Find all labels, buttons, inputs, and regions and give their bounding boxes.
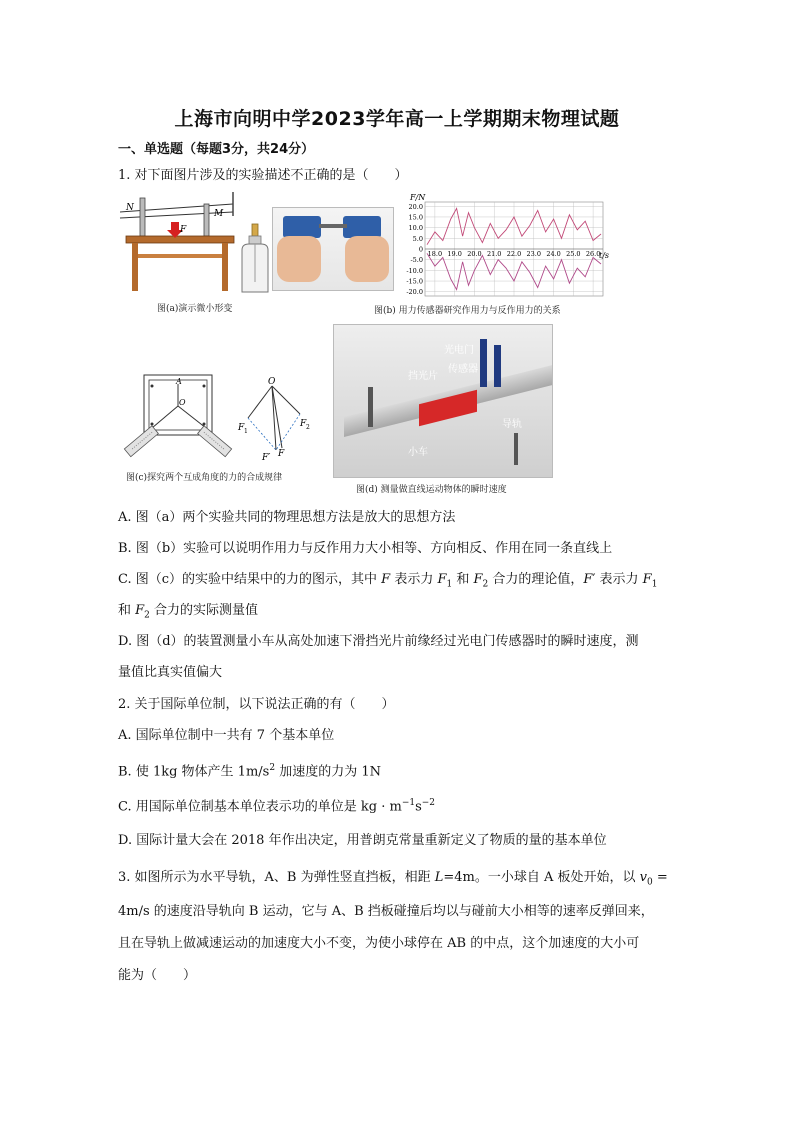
q2-option-b: B. 使 1kg 物体产生 $1m/s^2$ 加速度的力为 1N	[118, 763, 381, 780]
label-sensor: 传感器	[448, 364, 478, 375]
chart-ytick-label: -20.0	[406, 288, 423, 297]
page-title: 上海市向明中学2023学年高一上学期期末物理试题	[174, 108, 620, 130]
label-a: A	[176, 377, 182, 386]
q1-option-d-line1: D. 图（d）的装置测量小车从高处加速下滑挡光片前缘经过光电门传感器时的瞬时速度，测	[118, 634, 639, 649]
chart-xtick-label: 18.0	[427, 250, 443, 258]
label-f2-sub: 2	[306, 424, 310, 431]
chart-xtick-label: 24.0	[546, 250, 561, 258]
label-cart: 小车	[408, 447, 428, 458]
chart-ylabel: F/N	[410, 193, 426, 202]
chart-ytick-label: -5.0	[410, 256, 423, 265]
label-f2: F	[300, 419, 307, 429]
q2-option-d: D. 国际计量大会在 2018 年作出决定，用普朗克常量重新定义了物质的量的基本单位	[118, 833, 607, 848]
figure-a-flask	[238, 222, 273, 297]
chart-xlabel: t/s	[599, 251, 610, 260]
chart-ytick-label: 15.0	[408, 213, 423, 222]
caption-d: 图(d) 测量做直线运动物体的瞬时速度	[356, 485, 507, 495]
chart-xtick-label: 25.0	[566, 250, 581, 258]
chart-ytick-label: -15.0	[406, 277, 423, 286]
chart-xtick-label: 23.0	[526, 250, 542, 258]
q1-option-d-line2: 量值比真实值偏大	[118, 665, 223, 680]
question-3-line3: 且在导轨上做减速运动的加速度大小不变，为使小球停在 AB 的中点，这个加速度的大小可	[118, 936, 640, 951]
q1-option-b: B. 图（b）实验可以说明作用力与反作用力大小相等、方向相反、作用在同一条直线上	[118, 541, 613, 556]
figure-c-force-diagram	[236, 374, 316, 464]
label-n: N	[126, 203, 134, 213]
question-3-line1: 3. 如图所示为水平导轨，A、B 为弹性竖直挡板，相距 L=4m。一小球自 A 板处开始，以 $v_0$ =	[118, 870, 668, 888]
label-f-prime: F′	[262, 453, 271, 463]
label-f: F	[180, 225, 187, 235]
chart-ytick-label: 0	[418, 245, 423, 254]
label-o: O	[179, 398, 186, 407]
label-m: M	[214, 209, 224, 219]
q2-option-a: A. 国际单位制中一共有 7 个基本单位	[118, 728, 335, 743]
section-heading: 一、单选题（每题3分，共24分）	[118, 142, 315, 157]
label-f-res: F	[278, 449, 285, 459]
question-3-line2: 4m/s 的速度沿导轨向 B 运动，它与 A、B 挡板碰撞后均以与碰前大小相等的速率反弹回来，	[118, 904, 654, 919]
question-1-stem: 1. 对下面图片涉及的实验描述不正确的是（ ）	[118, 168, 408, 183]
question-2-stem: 2. 关于国际单位制，以下说法正确的有（ ）	[118, 697, 395, 712]
figure-a-table-mirrors	[118, 192, 243, 297]
question-3-line4: 能为（ ）	[118, 968, 197, 983]
chart-xtick-label: 19.0	[447, 250, 462, 258]
q1-option-c-line1: C. 图（c）的实验中结果中的力的图示，其中 F 表示力 $F_1$ 和 $F_2$ 合力的理论值，F′ 表示力 $F_1$	[118, 572, 658, 590]
label-gate: 光电门	[444, 345, 474, 356]
chart-ytick-label: 20.0	[408, 202, 423, 211]
chart-xtick-label: 20.0	[467, 250, 482, 258]
chart-xtick-label: 21.0	[486, 250, 502, 258]
figure-b-force-sensors-photo	[272, 207, 394, 291]
chart-ytick-label: 10.0	[408, 224, 423, 233]
caption-a: 图(a)演示微小形变	[157, 304, 233, 314]
figure-b-force-chart	[403, 192, 608, 302]
caption-c: 图(c)探究两个互成角度的力的合成规律	[126, 473, 283, 483]
q1-option-a: A. 图（a）两个实验共同的物理思想方法是放大的思想方法	[118, 510, 456, 525]
q2-option-c: C. 用国际单位制基本单位表示功的单位是 kg · $m^{-1}s^{-2}$	[118, 798, 436, 815]
label-o2: O	[268, 377, 276, 387]
chart-xtick-label: 26.0	[585, 250, 601, 258]
figure-c-board	[122, 372, 222, 467]
label-shade: 挡光片	[408, 371, 438, 382]
chart-ytick-label: 5.0	[412, 234, 423, 243]
caption-b: 图(b) 用力传感器研究作用力与反作用力的关系	[374, 306, 561, 316]
figure-d-photo	[333, 324, 553, 478]
chart-ytick-label: -10.0	[406, 266, 423, 275]
label-f1: F	[238, 423, 245, 433]
chart-xtick-label: 22.0	[506, 250, 522, 258]
label-rail: 导轨	[502, 419, 522, 430]
label-f1-sub: 1	[244, 428, 248, 435]
q1-option-c-line2: 和 $F_2$ 合力的实际测量值	[118, 603, 259, 621]
